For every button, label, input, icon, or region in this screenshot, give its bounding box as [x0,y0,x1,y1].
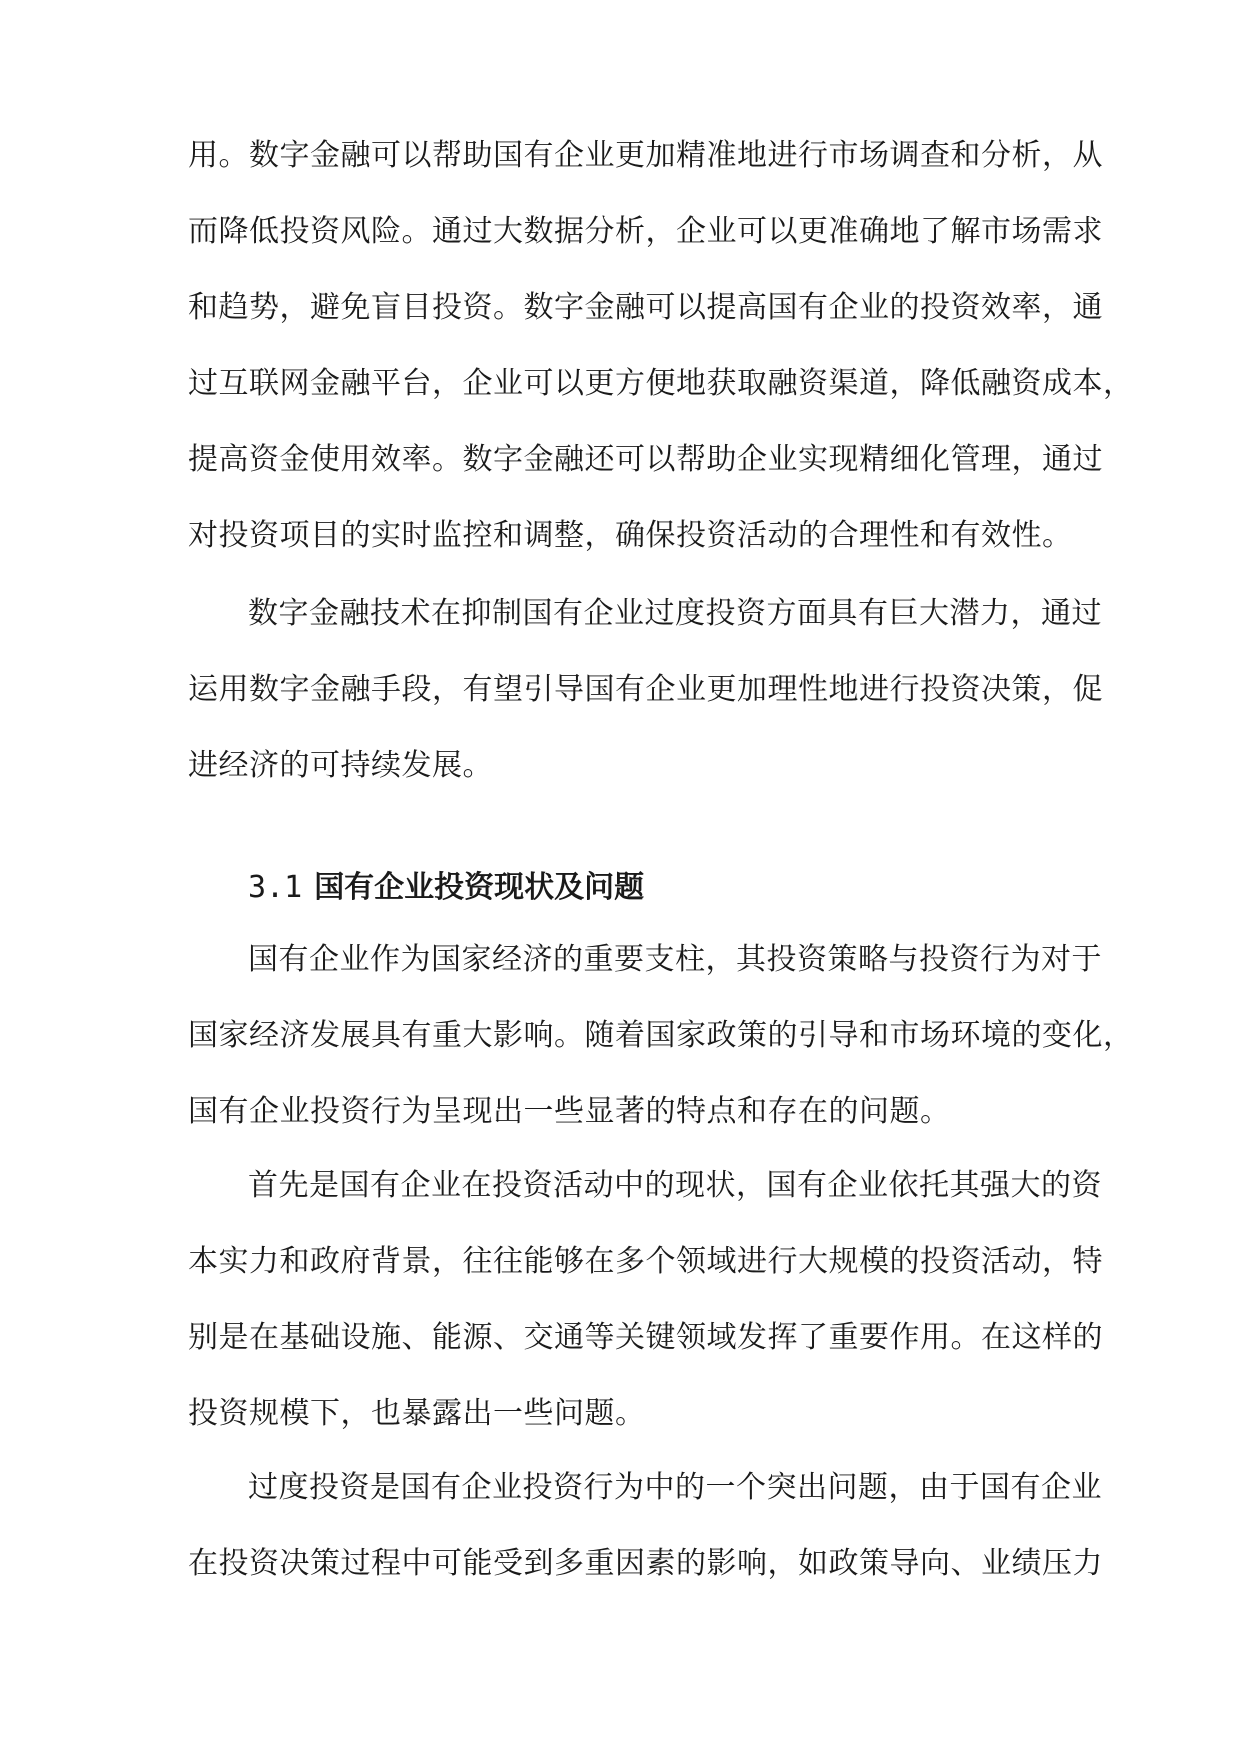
paragraph-line: 进经济的可持续发展。 [188,748,493,783]
section-heading [248,848,644,928]
paragraph-line: 数字金融技术在抑制国有企业过度投资方面具有巨大潜力，通过 [248,596,1102,631]
paragraph-line: 投资规模下，也暴露出一些问题。 [188,1396,646,1431]
paragraph-2 [188,576,1103,804]
paragraph-line: 运用数字金融手段，有望引导国有企业更加理性地进行投资决策，促 [188,672,1103,707]
paragraph-line: 别是在基础设施、能源、交通等关键领域发挥了重要作用。在这样的 [188,1320,1103,1355]
section-title: 国有企业投资现状及问题 [314,870,645,905]
paragraph-4 [188,1148,1103,1452]
paragraph-line: 用。数字金融可以帮助国有企业更加精准地进行市场调查和分析，从 [188,138,1103,173]
paragraph-line: 和趋势，避免盲目投资。数字金融可以提高国有企业的投资效率，通 [188,290,1103,325]
paragraph-line: 国家经济发展具有重大影响。随着国家政策的引导和市场环境的变化， [188,1018,1134,1053]
paragraph-5 [188,1450,1103,1602]
paragraph-line: 本实力和政府背景，往往能够在多个领域进行大规模的投资活动，特 [188,1244,1103,1279]
paragraph-line: 在投资决策过程中可能受到多重因素的影响，如政策导向、业绩压力 [188,1546,1103,1581]
paragraph-line: 过互联网金融平台，企业可以更方便地获取融资渠道，降低融资成本， [188,366,1134,401]
paragraph-3 [188,922,1134,1150]
paragraph-line: 而降低投资风险。通过大数据分析，企业可以更准确地了解市场需求 [188,214,1103,249]
paragraph-line: 国有企业作为国家经济的重要支柱，其投资策略与投资行为对于 [248,942,1102,977]
paragraph-line: 首先是国有企业在投资活动中的现状，国有企业依托其强大的资 [248,1168,1102,1203]
paragraph-line: 对投资项目的实时监控和调整，确保投资活动的合理性和有效性。 [188,518,1073,553]
section-number: 3.1 [248,870,303,905]
paragraph-line: 国有企业投资行为呈现出一些显著的特点和存在的问题。 [188,1094,951,1129]
paragraph-line: 提高资金使用效率。数字金融还可以帮助企业实现精细化管理，通过 [188,442,1103,477]
paragraph-line: 过度投资是国有企业投资行为中的一个突出问题，由于国有企业 [248,1470,1102,1505]
paragraph-1 [188,118,1134,574]
